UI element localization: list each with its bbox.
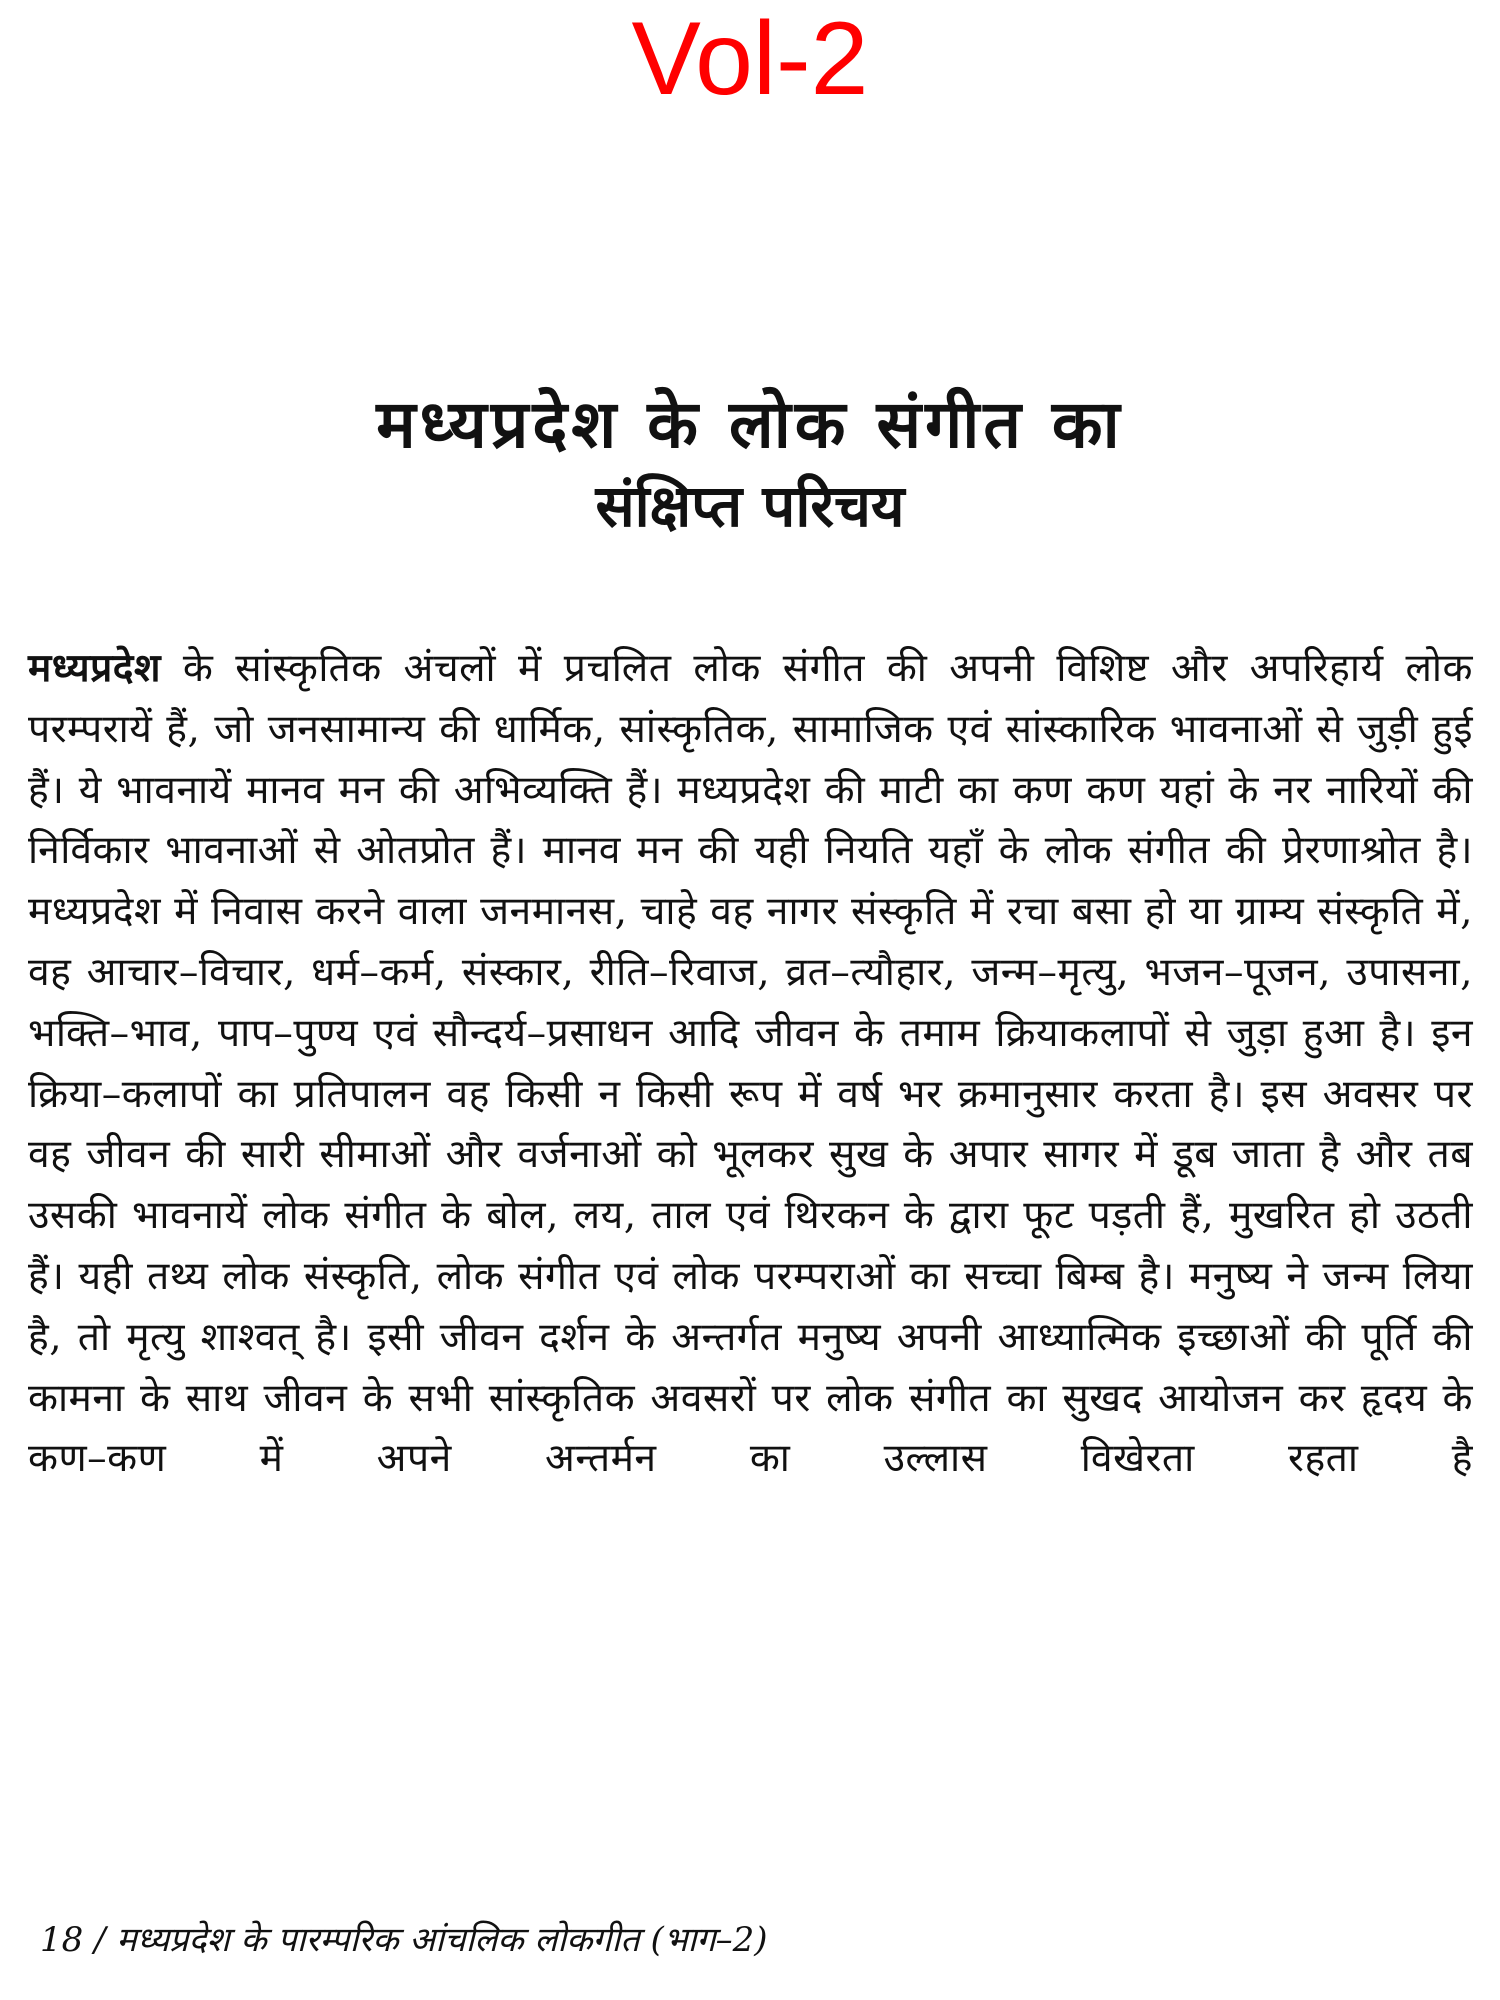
footer-separator: / [83, 1920, 117, 1960]
chapter-heading [0, 385, 1500, 540]
paragraph-text: के सांस्कृतिक अंचलों में प्रचलित लोक संगीत की अपनी विशिष्ट और अपरिहार्य लोक परम्परायें हैं, जो जनसामान्य की धार्मिक, सांस्कृतिक, सामाजिक एवं सांस्कारिक भावनाओं से जुड़ी हुई हैं। ये भावनायें मानव मन की अभिव्यक्ति हैं। मध्यप्रदेश की माटी का कण कण यहां के नर नारियों की निर्विकार भावनाओं से ओतप्रोत हैं। मानव मन की यही नियति यहाँ के लोक संगीत की प्रेरणाश्रोत है। मध्यप्रदेश में निवास करने वाला जनमानस, चाहे वह नागर संस्कृति में रचा बसा हो या ग्राम्य संस्कृति में, वह आचार–विचार, धर्म–कर्म, संस्कार, रीति–रिवाज, व्रत–त्यौहार, जन्म–मृत्यु, भजन–पूजन, उपासना, भक्ति–भाव, पाप–पुण्य एवं सौन्दर्य–प्रसाधन आदि जीवन के तमाम क्रियाकलापों से जुड़ा हुआ है। इन क्रिया–कलापों का प्रतिपालन वह किसी न किसी रूप में वर्ष भर क्रमानुसार करता है। इस अवसर पर वह जीवन की सारी सीमाओं और वर्जनाओं को भूलकर सुख के अपार सागर में डूब जाता है और तब उसकी भावनायें लोक संगीत के बोल, लय, ताल एवं थिरकन के द्वारा फूट पड़ती हैं, मुखरित हो उठती हैं। यही तथ्य लोक संस्कृति, लोक संगीत एवं लोक परम्पराओं का सच्चा बिम्ब है। मनुष्य ने जन्म लिया है, तो मृत्यु शाश्वत् है। इसी जीवन दर्शन के अन्तर्गत मनुष्य अपनी आध्यात्मिक इच्छाओं की पूर्ति की कामना के साथ जीवन के सभी सांस्कृतिक अवसरों पर लोक संगीत का सुखद आयोजन कर हृदय के कण–कण में अपने अन्तर्मन का उल्लास विखेरता रहता है [28, 646, 1473, 1482]
running-book-title: मध्यप्रदेश के पारम्परिक आंचलिक लोकगीत (भाग–2) [116, 1920, 768, 1960]
page-number: 18 [40, 1920, 84, 1960]
chapter-title-line-2: संक्षिप्त परिचय [595, 471, 905, 540]
paragraph-lead-word: मध्यप्रदेश [28, 645, 162, 691]
page-footer [40, 1915, 767, 1961]
body-paragraph [28, 638, 1473, 1490]
volume-label: Vol-2 [631, 1, 869, 117]
chapter-title-line-1: मध्यप्रदेश के लोक संगीत का [376, 385, 1124, 463]
